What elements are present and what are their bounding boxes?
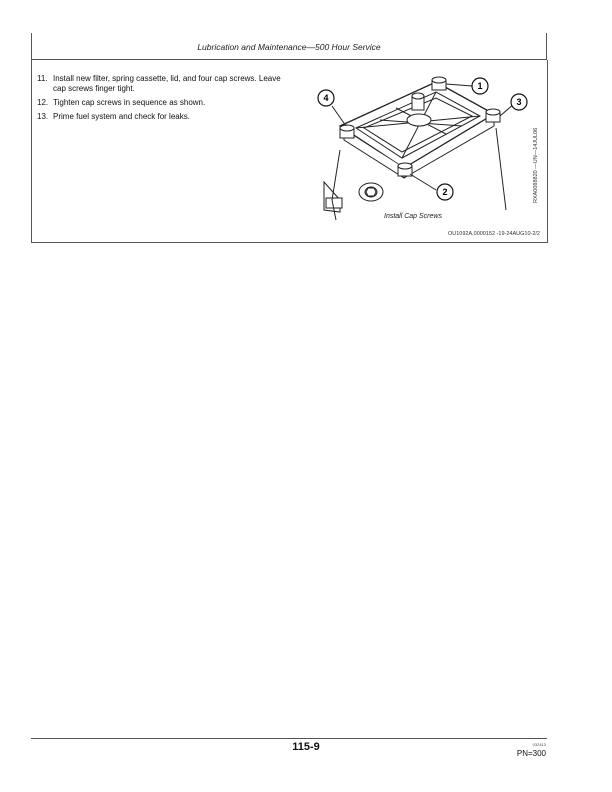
svg-text:3: 3: [516, 97, 522, 107]
svg-text:2: 2: [442, 187, 448, 197]
footer-pn: PN=300: [516, 749, 546, 758]
step-number: 12.: [37, 98, 49, 107]
footer-date-code: 032413: [532, 742, 546, 747]
callout-4: [318, 90, 334, 106]
callout-3: [511, 94, 527, 110]
step-number: 13.: [37, 112, 49, 121]
fuel-filter-illustration: [296, 70, 536, 220]
step-text: Install new filter, spring cassette, lid, and four cap screws. Leave cap screws finger tight.: [53, 74, 281, 93]
step-item: [37, 74, 287, 94]
footer-rule: [31, 738, 547, 739]
svg-text:4: 4: [323, 93, 329, 103]
page-number: 115-9: [292, 741, 320, 753]
step-text: Tighten cap screws in sequence as shown.: [53, 98, 206, 107]
svg-text:1: 1: [477, 81, 483, 91]
page-header-title: Lubrication and Maintenance—500 Hour Service: [197, 42, 381, 52]
procedure-steps: [37, 74, 287, 126]
step-number: 11.: [37, 74, 48, 83]
step-item: [37, 98, 287, 108]
callout-1: [472, 78, 488, 94]
figure-side-code: RXA0088820 —UN—14JUL06: [533, 127, 539, 203]
step-text: Prime fuel system and check for leaks.: [53, 112, 190, 121]
figure-caption: Install Cap Screws: [384, 213, 442, 220]
callout-2: [437, 184, 453, 200]
step-item: [37, 112, 287, 122]
document-reference: OU1092A,0000152 -19-24AUG10-2/2: [447, 231, 540, 237]
